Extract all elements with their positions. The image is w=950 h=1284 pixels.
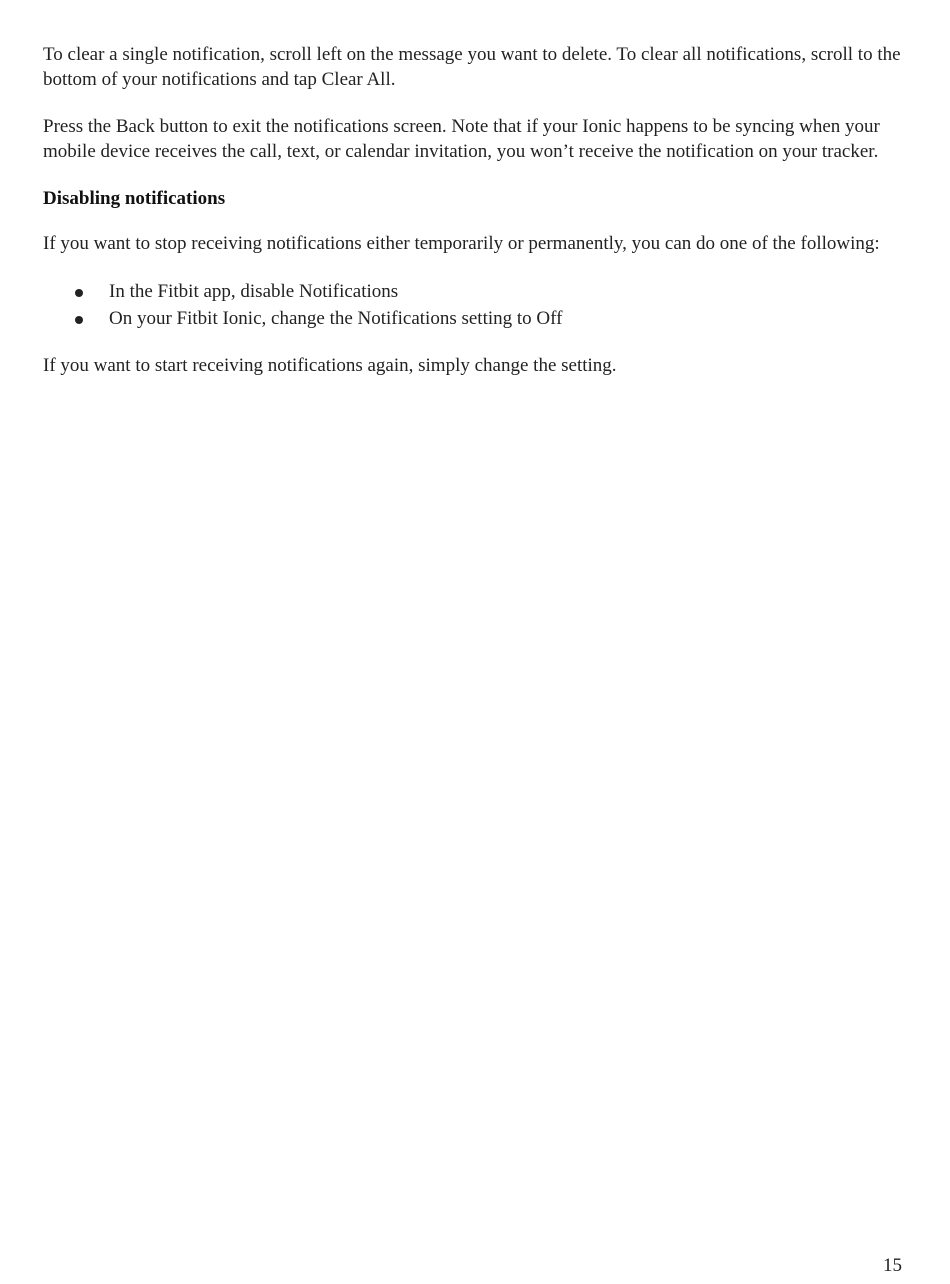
section-heading: Disabling notifications bbox=[43, 188, 226, 209]
list-item-text: On your Fitbit Ionic, change the Notifications setting to Off bbox=[109, 308, 563, 329]
list-item bbox=[43, 278, 903, 305]
paragraph-back-button: Press the Back button to exit the notifications screen. Note that if your Ionic happens to be syncing when your mobile device receives the call, text, or calendar invitation, you won’t receive the notification on your tracker. bbox=[43, 116, 880, 162]
paragraph-stop-notifications: If you want to stop receiving notifications either temporarily or permanently, you can do one of the following: bbox=[43, 233, 880, 254]
bullet-icon bbox=[75, 289, 83, 297]
document-page bbox=[43, 42, 903, 378]
paragraph-restart-notifications: If you want to start receiving notifications again, simply change the setting. bbox=[43, 355, 617, 376]
bullet-icon bbox=[75, 316, 83, 324]
paragraph-clear-notifications: To clear a single notification, scroll left on the message you want to delete. To clear all notifications, scroll to the bottom of your notifications and tap Clear All. bbox=[43, 44, 901, 90]
page-number: 15 bbox=[883, 1255, 902, 1276]
list-item bbox=[43, 305, 903, 332]
list-item-text: In the Fitbit app, disable Notifications bbox=[109, 281, 399, 302]
bullet-list bbox=[43, 278, 903, 332]
